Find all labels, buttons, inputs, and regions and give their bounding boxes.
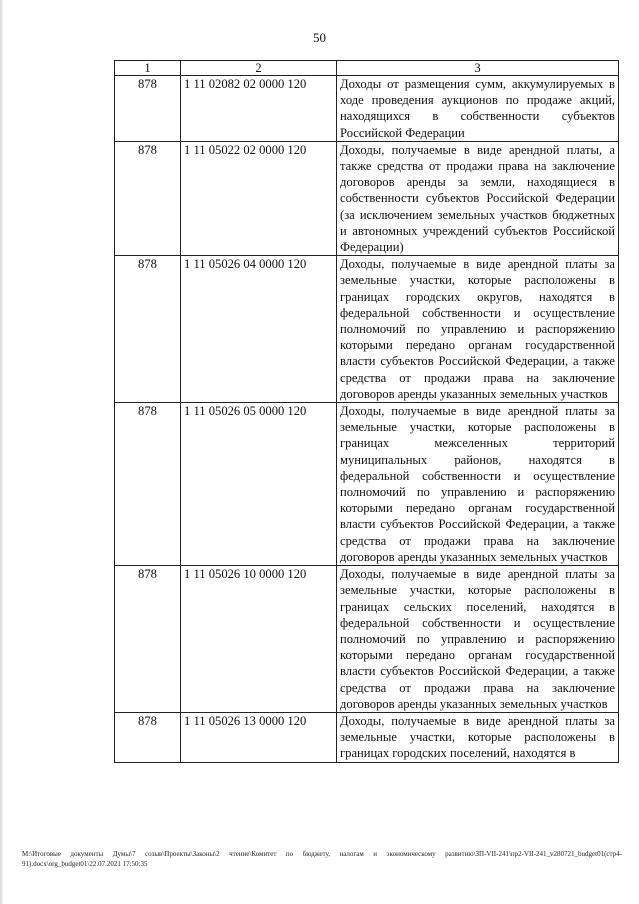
scan-edge-shadow xyxy=(0,0,3,904)
admin-code-cell: 878 xyxy=(115,141,181,255)
admin-code-cell: 878 xyxy=(115,712,181,762)
revenue-code-cell: 1 11 05026 10 0000 120 xyxy=(181,566,337,713)
table-row xyxy=(115,141,619,255)
table-row xyxy=(115,403,619,566)
revenue-description-cell: Доходы, получаемые в виде арендной платы за земельные участки, которые расположены в границах сельских поселений, находятся в федеральной собственности и осуществление полномочий по управлению и распоряжению которыми передано органам государственной власти субъектов Российской Федерации, а также средства от продажи права на заключение договоров аренды указанных земельных участков xyxy=(337,566,619,713)
column-header-1: 1 xyxy=(115,61,181,76)
revenue-description-cell: Доходы от размещения сумм, аккумулируемых в ходе проведения аукционов по продаже акций, находящихся в собственности субъектов Российской Федерации xyxy=(337,76,619,142)
revenue-description-cell: Доходы, получаемые в виде арендной платы за земельные участки, которые расположены в границах межселенных территорий муниципальных районов, находятся в федеральной собственности и осуществление полномочий по управлению и распоряжению которыми передано органам государственной власти субъектов Российской Федерации, а также средства от продажи права на заключение договоров аренды указанных земельных участков xyxy=(337,403,619,566)
admin-code-cell: 878 xyxy=(115,76,181,142)
revenue-code-cell: 1 11 02082 02 0000 120 xyxy=(181,76,337,142)
table-row xyxy=(115,76,619,142)
revenue-code-cell: 1 11 05026 04 0000 120 xyxy=(181,256,337,403)
admin-code-cell: 878 xyxy=(115,566,181,713)
revenue-description-cell: Доходы, получаемые в виде арендной платы за земельные участки, которые расположены в границах городских округов, находятся в федеральной собственности и осуществление полномочий по управлению и распоряжению которыми передано органам государственной власти субъектов Российской Федерации, а также средства от продажи права на заключение договоров аренды указанных земельных участков xyxy=(337,256,619,403)
column-header-3: 3 xyxy=(337,61,619,76)
table-header-row xyxy=(115,61,619,76)
column-header-2: 2 xyxy=(181,61,337,76)
revenue-description-cell: Доходы, получаемые в виде арендной платы, а также средства от продажи права на заключение договоров аренды за земли, находящиеся в собственности субъектов Российской Федерации (за исключением земельных участков бюджетных и автономных учреждений субъектов Российской Федерации) xyxy=(337,141,619,255)
revenue-codes-table xyxy=(114,60,619,763)
revenue-code-cell: 1 11 05026 05 0000 120 xyxy=(181,403,337,566)
table-row xyxy=(115,256,619,403)
table-row xyxy=(115,566,619,713)
admin-code-cell: 878 xyxy=(115,403,181,566)
revenue-code-cell: 1 11 05026 13 0000 120 xyxy=(181,712,337,762)
footer-file-path: М:\Итоговые документы Думы\7 созыв\Проекты\Законы\2 чтение\Комитет по бюджету, налогам и экономическому развитию\ЗП-VII-241\пр2-VII-241_v280721_budget01(стр4-91).docx\org_budget01\22.07.2021 17:50:35 xyxy=(22,850,622,868)
revenue-code-cell: 1 11 05022 02 0000 120 xyxy=(181,141,337,255)
page-number: 50 xyxy=(313,30,326,45)
revenue-description-cell: Доходы, получаемые в виде арендной платы за земельные участки, которые расположены в границах городских поселений, находятся в xyxy=(337,712,619,762)
table-row xyxy=(115,712,619,762)
admin-code-cell: 878 xyxy=(115,256,181,403)
